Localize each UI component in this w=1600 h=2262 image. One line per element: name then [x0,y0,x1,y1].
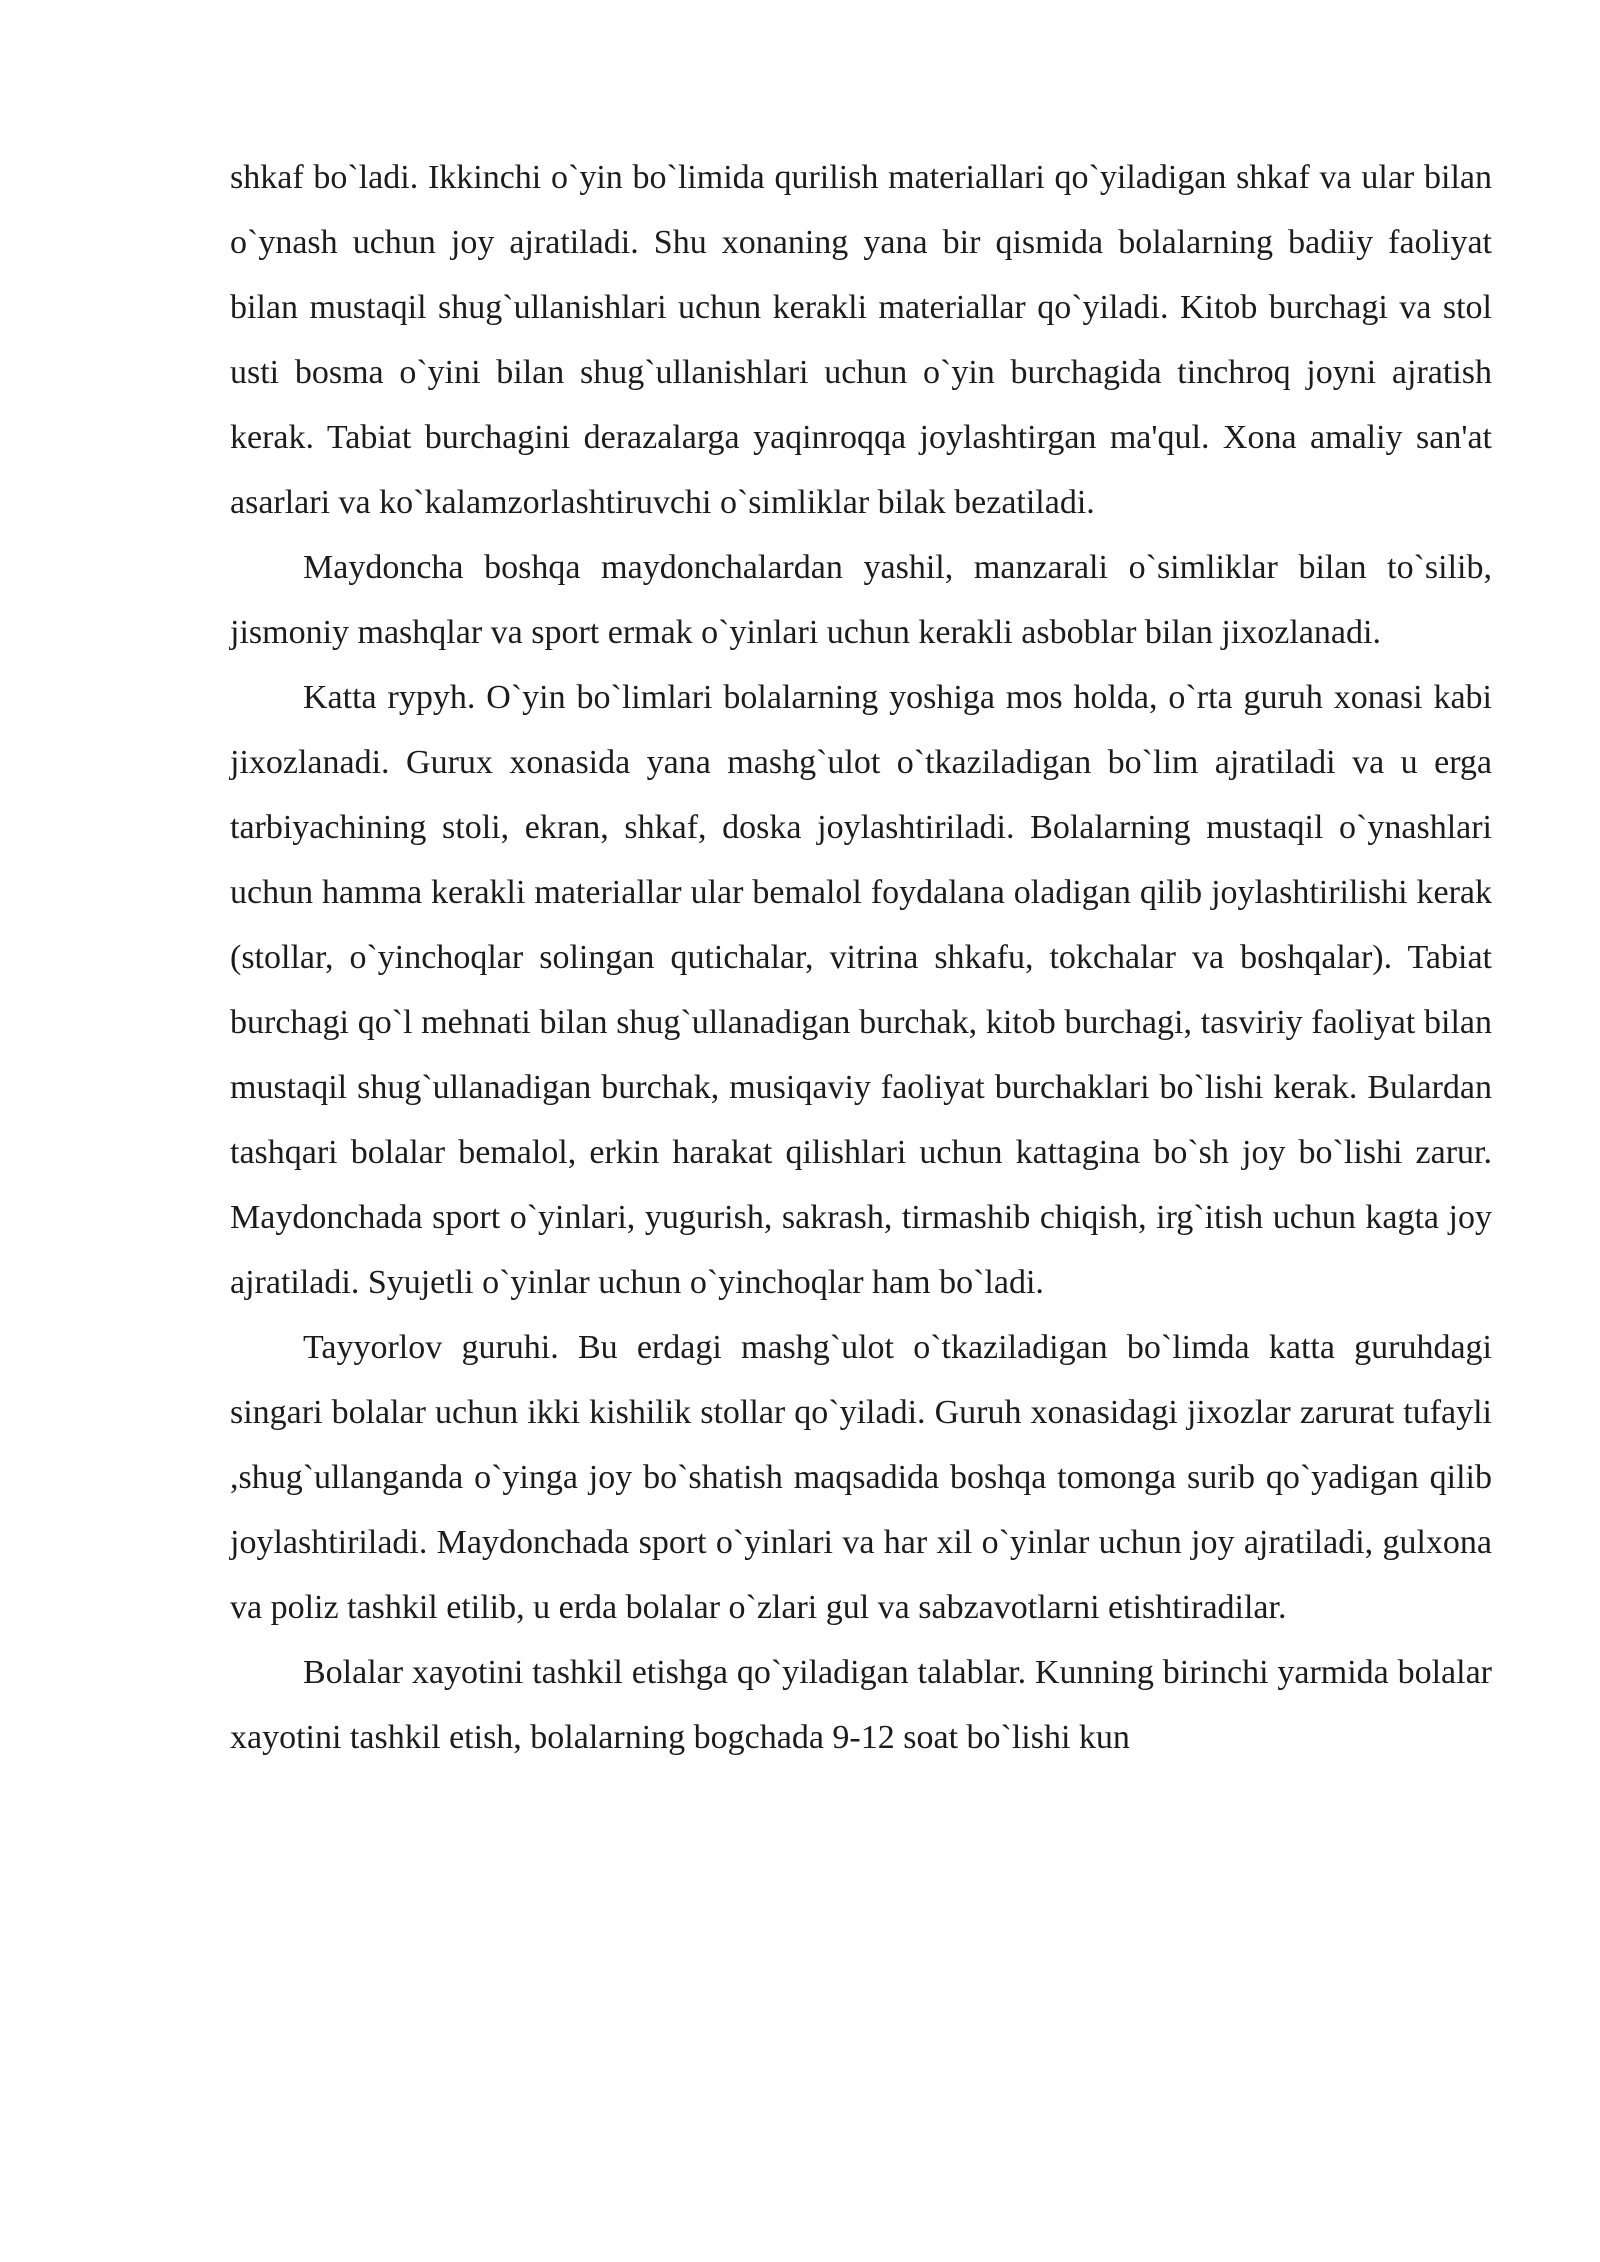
paragraph-senior-group: Katta rypyh. O`yin bo`limlari bolalarning yoshiga mos holda, o`rta guruh xonasi kabi jixozlanadi. Gurux xonasida yana mashg`ulot o`tkaziladigan bo`lim ajratiladi va u erga tarbiyachining stoli, ekran, shkaf, doska joylashtiriladi. Bolalarning mustaqil o`ynashlari uchun hamma kerakli materiallar ular bemalol foydalana oladigan qilib joylashtirilishi kerak (stollar, o`yinchoqlar solingan qutichalar, vitrina shkafu, tokchalar va boshqalar). Tabiat burchagi qo`l mehnati bilan shug`ullanadigan burchak, kitob burchagi, tasviriy faoliyat bilan mustaqil shug`ullanadigan burchak, musiqaviy faoliyat burchaklari bo`lishi kerak. Bulardan tashqari bolalar bemalol, erkin harakat qilishlari uchun kattagina bo`sh joy bo`lishi zarur. Maydonchada sport o`yinlari, yugurish, sakrash, tirmashib chiqish, irg`itish uchun kagta joy ajratiladi. Syujetli o`yinlar uchun o`yinchoqlar ham bo`ladi. [230,679,1492,1301]
paragraph-requirements: Bolalar xayotini tashkil etishga qo`yiladigan talablar. Kunning birinchi yarmida bolalar xayotini tashkil etish, bolalarning bogchada 9-12 soat bo`lishi kun [230,1654,1492,1756]
paragraph-playground: Maydoncha boshqa maydonchalardan yashil, manzarali o`simliklar bilan to`silib, jismoniy mashqlar va sport ermak o`yinlari uchun kerakli asboblar bilan jixozlanadi. [230,549,1492,651]
paragraph-continuation: shkaf bo`ladi. Ikkinchi o`yin bo`limida qurilish materiallari qo`yiladigan shkaf va ular bilan o`ynash uchun joy ajratiladi. Shu xonaning yana bir qismida bolalarning badiiy faoliyat bilan mustaqil shug`ullanishlari uchun kerakli materiallar qo`yiladi. Kitob burchagi va stol usti bosma o`yini bilan shug`ullanishlari uchun o`yin burchagida tinchroq joyni ajratish kerak. Tabiat burchagini derazalarga yaqinroqqa joylashtirgan ma'qul. Xona amaliy san'at asarlari va ko`kalamzorlashtiruvchi o`simliklar bilak bezatiladi. [230,159,1492,521]
paragraph-preparatory-group: Tayyorlov guruhi. Bu erdagi mashg`ulot o`tkaziladigan bo`limda katta guruhdagi singari bolalar uchun ikki kishilik stollar qo`yiladi. Guruh xonasidagi jixozlar zarurat tufayli ,shug`ullanganda o`yinga joy bo`shatish maqsadida boshqa tomonga surib qo`yadigan qilib joylashtiriladi. Maydonchada sport o`yinlari va har xil o`yinlar uchun joy ajratiladi, gulxona va poliz tashkil etilib, u erda bolalar o`zlari gul va sabzavotlarni etishtiradilar. [230,1329,1492,1626]
body-text [230,145,1492,1770]
